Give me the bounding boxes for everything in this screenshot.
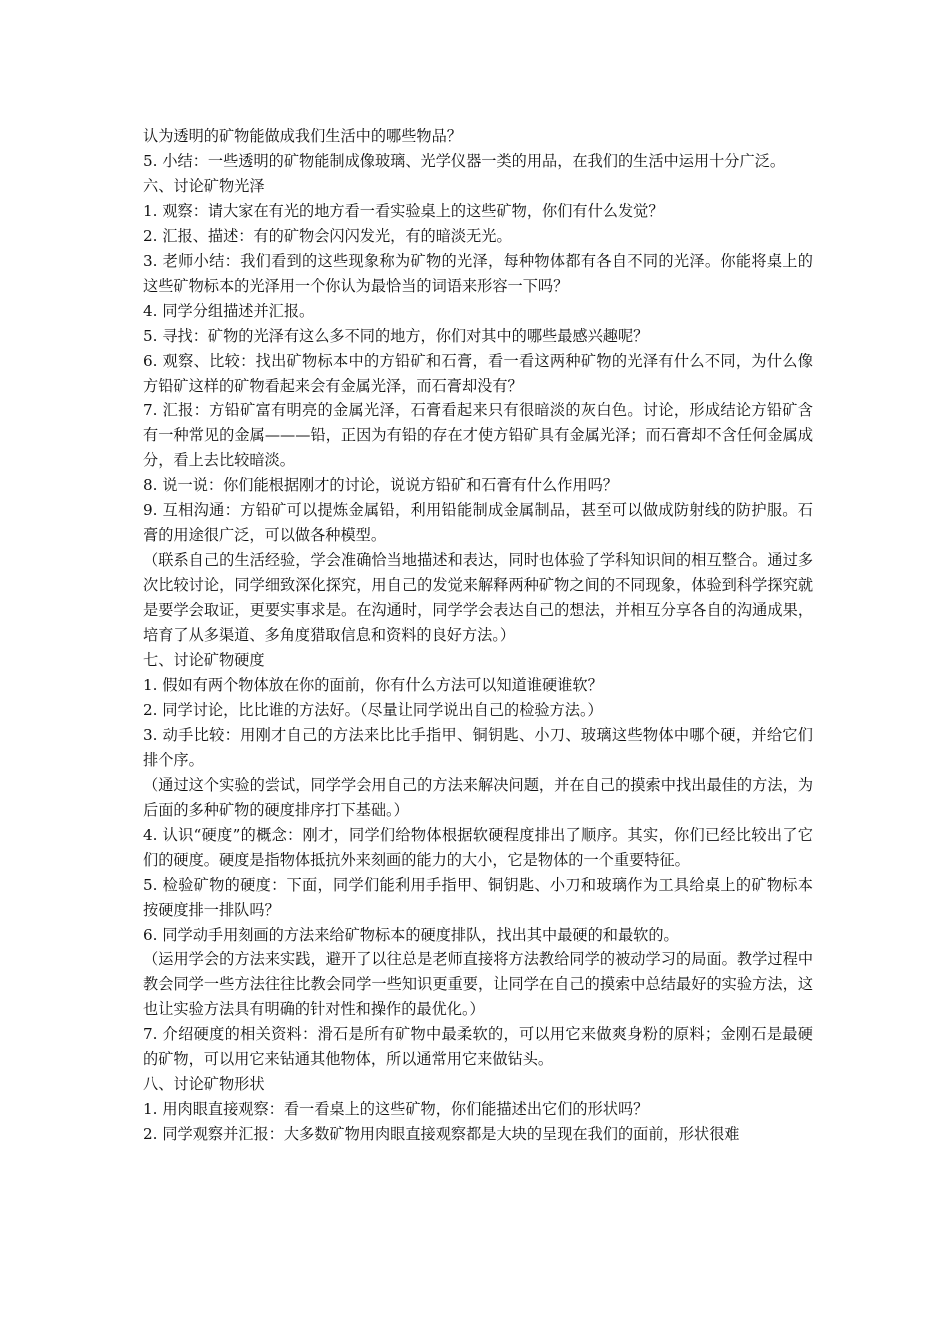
paragraph-line: 8. 说一说：你们能根据刚才的讨论，说说方铅矿和石膏有什么作用吗？	[143, 476, 618, 495]
section-heading: 八、讨论矿物形状	[143, 1075, 265, 1094]
document-body	[143, 124, 813, 1147]
paragraph-line: 7. 汇报：方铅矿富有明亮的金属光泽，石膏看起来只有很暗淡的灰白色。讨论，形成结论方铅矿含有一种常见的金属———铅，正因为有铅的存在才使方铅矿具有金属光泽；而石膏却不含任何金属成分，看上去比较暗淡。	[143, 401, 813, 470]
paragraph-line: 1. 用肉眼直接观察：看一看桌上的这些矿物，你们能描述出它们的形状吗？	[143, 1100, 649, 1119]
paragraph-line: 1. 假如有两个物体放在你的面前，你有什么方法可以知道谁硬谁软？	[143, 675, 603, 694]
paragraph-line: 4. 认识“硬度”的概念：刚才，同学们给物体根据软硬程度排出了顺序。其实，你们已经比较出了它们的硬度。硬度是指物体抵抗外来刻画的能力的大小，它是物体的一个重要特征。	[143, 825, 813, 869]
paragraph-line: 3. 动手比较：用刚才自己的方法来比比手指甲、铜钥匙、小刀、玻璃这些物体中哪个硬，并给它们排个序。	[143, 725, 813, 769]
paragraph-line: 2. 汇报、描述：有的矿物会闪闪发光，有的暗淡无光。	[143, 226, 512, 245]
commentary-paragraph: （通过这个实验的尝试，同学学会用自己的方法来解决问题，并在自己的摸索中找出最佳的方法，为后面的多种矿物的硬度排序打下基础。）	[143, 775, 813, 819]
paragraph-line: 7. 介绍硬度的相关资料：滑石是所有矿物中最柔软的，可以用它来做爽身粉的原料；金刚石是最硬的矿物，可以用它来钻通其他物体，所以通常用它来做钻头。	[143, 1025, 813, 1069]
paragraph-line: 3. 老师小结：我们看到的这些现象称为矿物的光泽，每种物体都有各自不同的光泽。你能将桌上的这些矿物标本的光泽用一个你认为最恰当的词语来形容一下吗？	[143, 251, 813, 295]
paragraph-line: 6. 同学动手用刻画的方法来给矿物标本的硬度排队，找出其中最硬的和最软的。	[143, 925, 679, 944]
section-heading: 七、讨论矿物硬度	[143, 651, 265, 670]
paragraph-line: 5. 小结：一些透明的矿物能制成像玻璃、光学仪器一类的用品，在我们的生活中运用十分广泛。	[143, 151, 786, 170]
paragraph-line: 9. 互相沟通：方铅矿可以提炼金属铅，利用铅能制成金属制品，甚至可以做成防射线的防护服。石膏的用途很广泛，可以做各种模型。	[143, 501, 813, 545]
paragraph-line: 4. 同学分组描述并汇报。	[143, 301, 315, 320]
commentary-paragraph: （联系自己的生活经验，学会准确恰当地描述和表达，同时也体验了学科知识间的相互整合。通过多次比较讨论，同学细致深化探究，用自己的发觉来解释两种矿物之间的不同现象，体验到科学探究就是要学会取证，更要实事求是。在沟通时，同学学会表达自己的想法，并相互分享各自的沟通成果，培育了从多渠道、多角度猎取信息和资料的良好方法。）	[143, 551, 813, 645]
paragraph-line: 5. 寻找：矿物的光泽有这么多不同的地方，你们对其中的哪些最感兴趣呢？	[143, 326, 649, 345]
commentary-paragraph: （运用学会的方法来实践，避开了以往总是老师直接将方法教给同学的被动学习的局面。教学过程中教会同学一些方法往往比教会同学一些知识更重要，让同学在自己的摸索中总结最好的实验方法，这也让实验方法具有明确的针对性和操作的最优化。）	[143, 950, 813, 1019]
paragraph-line: 5. 检验矿物的硬度：下面，同学们能利用手指甲、铜钥匙、小刀和玻璃作为工具给桌上的矿物标本按硬度排一排队吗？	[143, 875, 813, 919]
paragraph-line: 6. 观察、比较：找出矿物标本中的方铅矿和石膏，看一看这两种矿物的光泽有什么不同，为什么像方铅矿这样的矿物看起来会有金属光泽，而石膏却没有？	[143, 351, 813, 395]
paragraph-line: 1. 观察：请大家在有光的地方看一看实验桌上的这些矿物，你们有什么发觉？	[143, 201, 664, 220]
paragraph-line: 2. 同学观察并汇报：大多数矿物用肉眼直接观察都是大块的呈现在我们的面前，形状很难	[143, 1125, 740, 1144]
section-heading: 六、讨论矿物光泽	[143, 176, 265, 195]
paragraph-line: 2. 同学讨论，比比谁的方法好。（尽量让同学说出自己的检验方法。）	[143, 700, 603, 719]
paragraph-line: 认为透明的矿物能做成我们生活中的哪些物品？	[143, 127, 462, 145]
